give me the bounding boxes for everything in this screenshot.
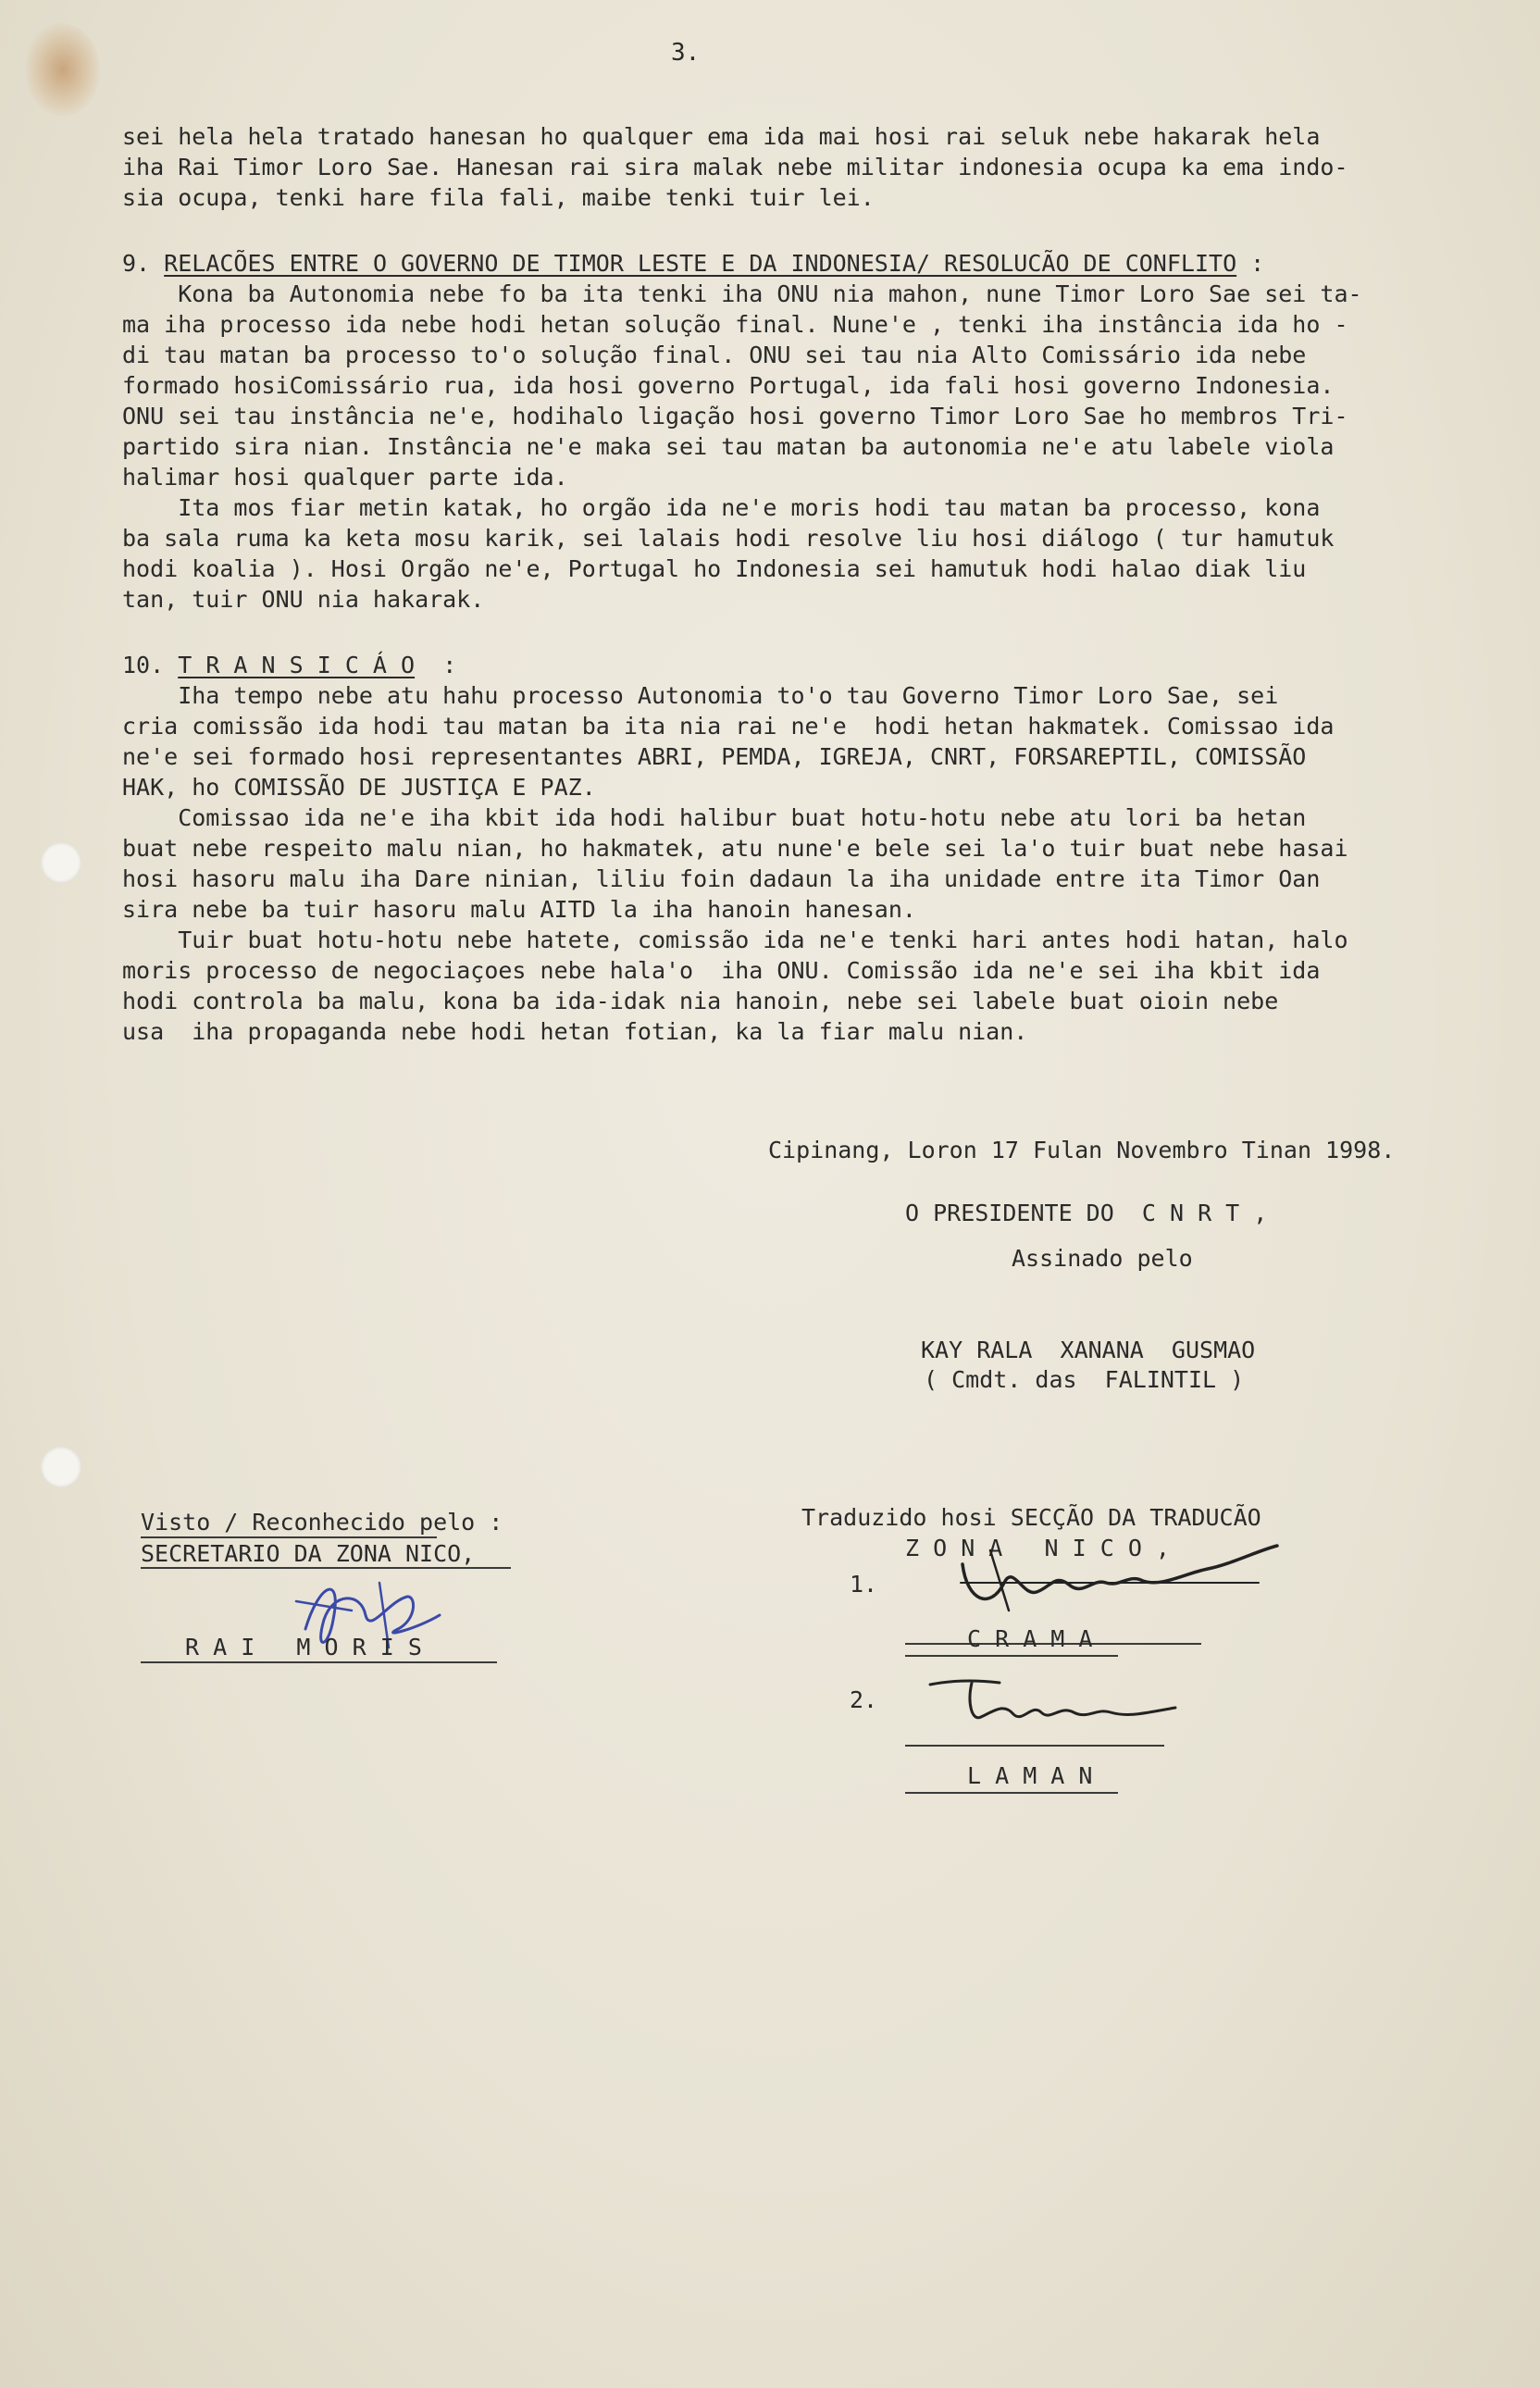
underline: [141, 1661, 497, 1663]
translator-2-name: L A M A N: [967, 1762, 1093, 1789]
section-heading: [122, 650, 1348, 680]
translator-1-number: 1.: [850, 1571, 878, 1598]
text-line: hosi hasoru malu iha Dare ninian, liliu foin dadaun la iha unidade entre ita Timor Oan: [122, 865, 1321, 892]
text-line: HAK, ho COMISSÃO DE JUSTIÇA E PAZ.: [122, 774, 596, 801]
underline: [905, 1792, 1118, 1794]
punch-hole: [41, 1447, 81, 1487]
translation-label: Traduzido hosi SECÇÃO DA TRADUCÃO: [801, 1504, 1261, 1531]
text-line: ma iha processo ida nebe hodi hetan solução final. Nune'e , tenki iha instância ida ho -: [122, 311, 1348, 338]
intro-paragraph: [122, 121, 1348, 213]
signatory-role: ( Cmdt. das FALINTIL ): [924, 1366, 1245, 1393]
text-line: usa iha propaganda nebe hodi hetan fotian, ka la fiar malu nian.: [122, 1018, 1028, 1045]
text-line: Kona ba Autonomia nebe fo ba ita tenki iha ONU nia mahon, nune Timor Loro Sae sei ta-: [122, 280, 1362, 307]
text-line: sira nebe ba tuir hasoru malu AITD la iha hanoin hanesan.: [122, 896, 916, 923]
signed-by-label: Assinado pelo: [1012, 1245, 1193, 1272]
text-line: hodi koalia ). Hosi Orgão ne'e, Portugal ho Indonesia sei hamutuk hodi halao diak liu: [122, 555, 1307, 582]
punch-hole: [41, 842, 81, 883]
text-line: ba sala ruma ka keta mosu karik, sei lalais hodi resolve liu hosi diálogo ( tur hamutuk: [122, 525, 1335, 552]
president-title: O PRESIDENTE DO C N R T ,: [905, 1200, 1268, 1226]
underline: [141, 1536, 437, 1538]
signatory-name: KAY RALA XANANA GUSMAO: [921, 1337, 1256, 1363]
translator-1-signature-image: [953, 1527, 1286, 1629]
text-line: halimar hosi qualquer parte ida.: [122, 464, 568, 491]
translation-zone: Z O N A N I C O ,: [905, 1535, 1170, 1561]
text-line: di tau matan ba processo to'o solução final. ONU sei tau nia Alto Comissário ida nebe: [122, 342, 1307, 368]
translator-2-signature-image: [925, 1666, 1203, 1749]
visto-name: R A I M O R I S: [185, 1634, 422, 1660]
heading-suffix: :: [1236, 250, 1265, 277]
text-line: hodi controla ba malu, kona ba ida-idak nia hanoin, nebe sei labele buat oioin nebe: [122, 988, 1279, 1014]
text-line: ONU sei tau instância ne'e, hodihalo ligação hosi governo Timor Loro Sae ho membros Tri-: [122, 403, 1348, 429]
section-number: 9.: [122, 250, 151, 277]
text-line: cria comissão ida hodi tau matan ba ita nia rai ne'e hodi hetan hakmatek. Comissao ida: [122, 713, 1335, 740]
section-number: 10.: [122, 652, 165, 678]
text-line: partido sira nian. Instância ne'e maka sei tau matan ba autonomia ne'e atu labele viola: [122, 433, 1335, 460]
text-line: iha Rai Timor Loro Sae. Hanesan rai sira malak nebe militar indonesia ocupa ka ema indo-: [122, 154, 1348, 180]
text-line: formado hosiComissário rua, ida hosi governo Portugal, ida fali hosi governo Indonesia.: [122, 372, 1335, 399]
text-line: Ita mos fiar metin katak, ho orgão ida ne'e moris hodi tau matan ba processo, kona: [122, 494, 1321, 521]
place-date: Cipinang, Loron 17 Fulan Novembro Tinan 1998.: [768, 1137, 1396, 1163]
text-line: ne'e sei formado hosi representantes ABRI, PEMDA, IGREJA, CNRT, FORSAREPTIL, COMISSÃO: [122, 743, 1307, 770]
section-title: T R A N S I C Á O: [178, 652, 416, 678]
section-title: RELACÕES ENTRE O GOVERNO DE TIMOR LESTE E DA INDONESIA/ RESOLUCÃO DE CONFLITO: [164, 250, 1237, 277]
page-number: 3.: [671, 39, 701, 67]
section-heading: [122, 248, 1362, 279]
heading-suffix: :: [415, 652, 457, 678]
visto-label: Visto / Reconhecido pelo :: [141, 1509, 503, 1536]
underline: [905, 1655, 1118, 1657]
text-line: Tuir buat hotu-hotu nebe hatete, comissão ida ne'e tenki hari antes hodi hatan, halo: [122, 927, 1348, 953]
translator-2-number: 2.: [850, 1686, 878, 1713]
text-line: sia ocupa, tenki hare fila fali, maibe tenki tuir lei.: [122, 184, 875, 211]
section-10: [122, 650, 1348, 1047]
text-line: Comissao ida ne'e iha kbit ida hodi halibur buat hotu-hotu nebe atu lori ba hetan: [122, 804, 1307, 831]
stain-mark: [26, 23, 100, 116]
visto-title: SECRETARIO DA ZONA NICO,: [141, 1540, 476, 1567]
text-line: sei hela hela tratado hanesan ho qualquer ema ida mai hosi rai seluk nebe hakarak hela: [122, 123, 1321, 150]
section-9: [122, 248, 1362, 615]
text-line: moris processo de negociaçoes nebe hala'o iha ONU. Comissão ida ne'e sei iha kbit ida: [122, 957, 1321, 984]
text-line: buat nebe respeito malu nian, ho hakmatek, atu nune'e bele sei la'o tuir buat nebe hasai: [122, 835, 1348, 862]
text-line: Iha tempo nebe atu hahu processo Autonomia to'o tau Governo Timor Loro Sae, sei: [122, 682, 1279, 709]
text-line: tan, tuir ONU nia hakarak.: [122, 586, 485, 613]
underline: [905, 1745, 1164, 1747]
translator-1-name: C R A M A: [967, 1625, 1093, 1652]
